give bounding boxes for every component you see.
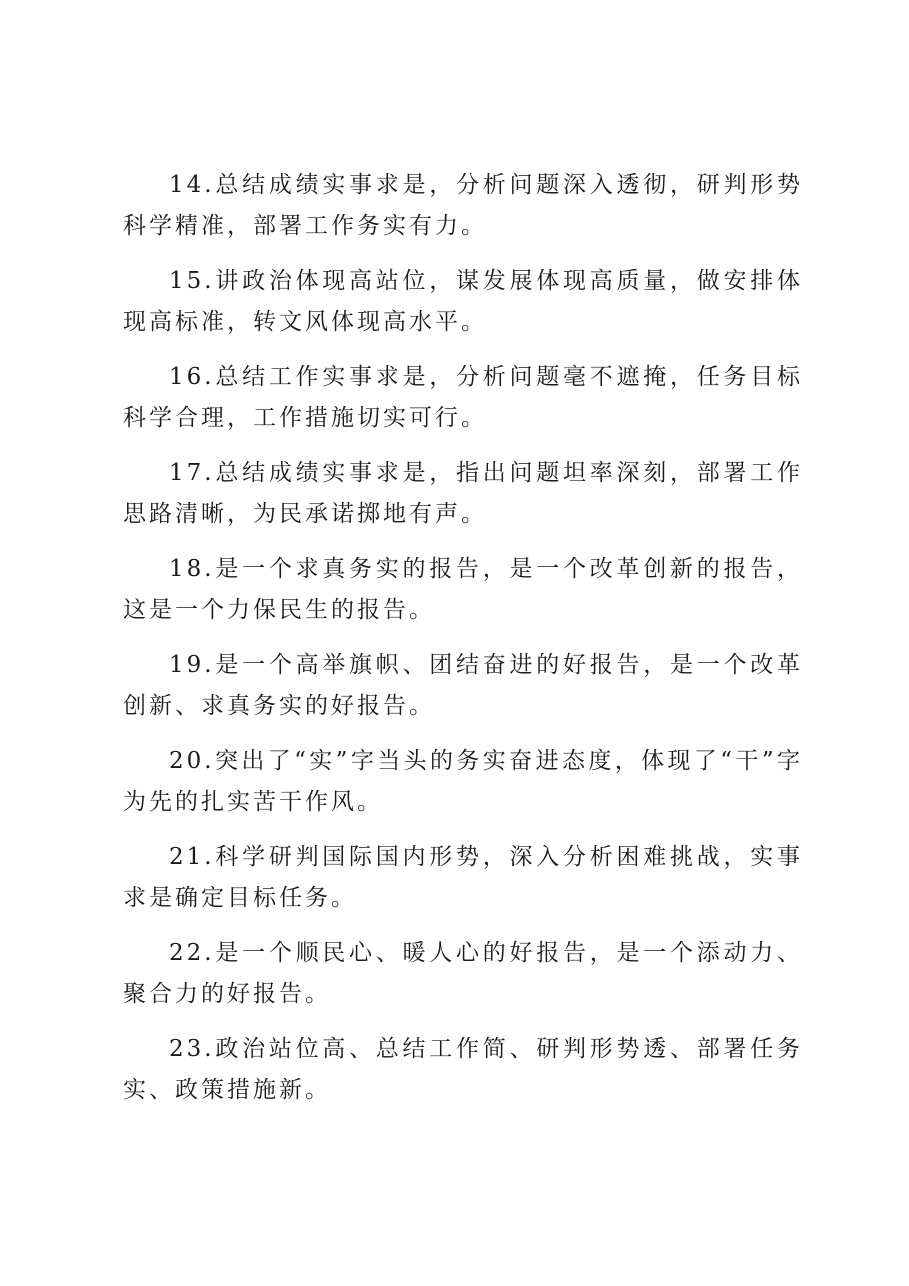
list-item: 16.总结工作实事求是，分析问题毫不遮掩，任务目标科学合理，工作措施切实可行。 bbox=[123, 364, 803, 431]
list-item: 23.政治站位高、总结工作简、研判形势透、部署任务实、政策措施新。 bbox=[123, 1036, 803, 1103]
list-item: 14.总结成绩实事求是，分析问题深入透彻，研判形势科学精准，部署工作务实有力。 bbox=[123, 172, 803, 239]
list-item: 22.是一个顺民心、暖人心的好报告，是一个添动力、聚合力的好报告。 bbox=[123, 940, 803, 1007]
list-item: 18.是一个求真务实的报告，是一个改革创新的报告，这是一个力保民生的报告。 bbox=[123, 556, 803, 623]
list-item: 17.总结成绩实事求是，指出问题坦率深刻，部署工作思路清晰，为民承诺掷地有声。 bbox=[123, 460, 803, 527]
list-item: 21.科学研判国际国内形势，深入分析困难挑战，实事求是确定目标任务。 bbox=[123, 844, 803, 911]
list-item: 15.讲政治体现高站位，谋发展体现高质量，做安排体现高标准，转文风体现高水平。 bbox=[123, 268, 803, 335]
document-body bbox=[123, 165, 803, 1111]
list-item: 19.是一个高举旗帜、团结奋进的好报告，是一个改革创新、求真务实的好报告。 bbox=[123, 652, 803, 719]
list-item: 20.突出了“实”字当头的务实奋进态度，体现了“干”字为先的扎实苦干作风。 bbox=[123, 748, 803, 815]
